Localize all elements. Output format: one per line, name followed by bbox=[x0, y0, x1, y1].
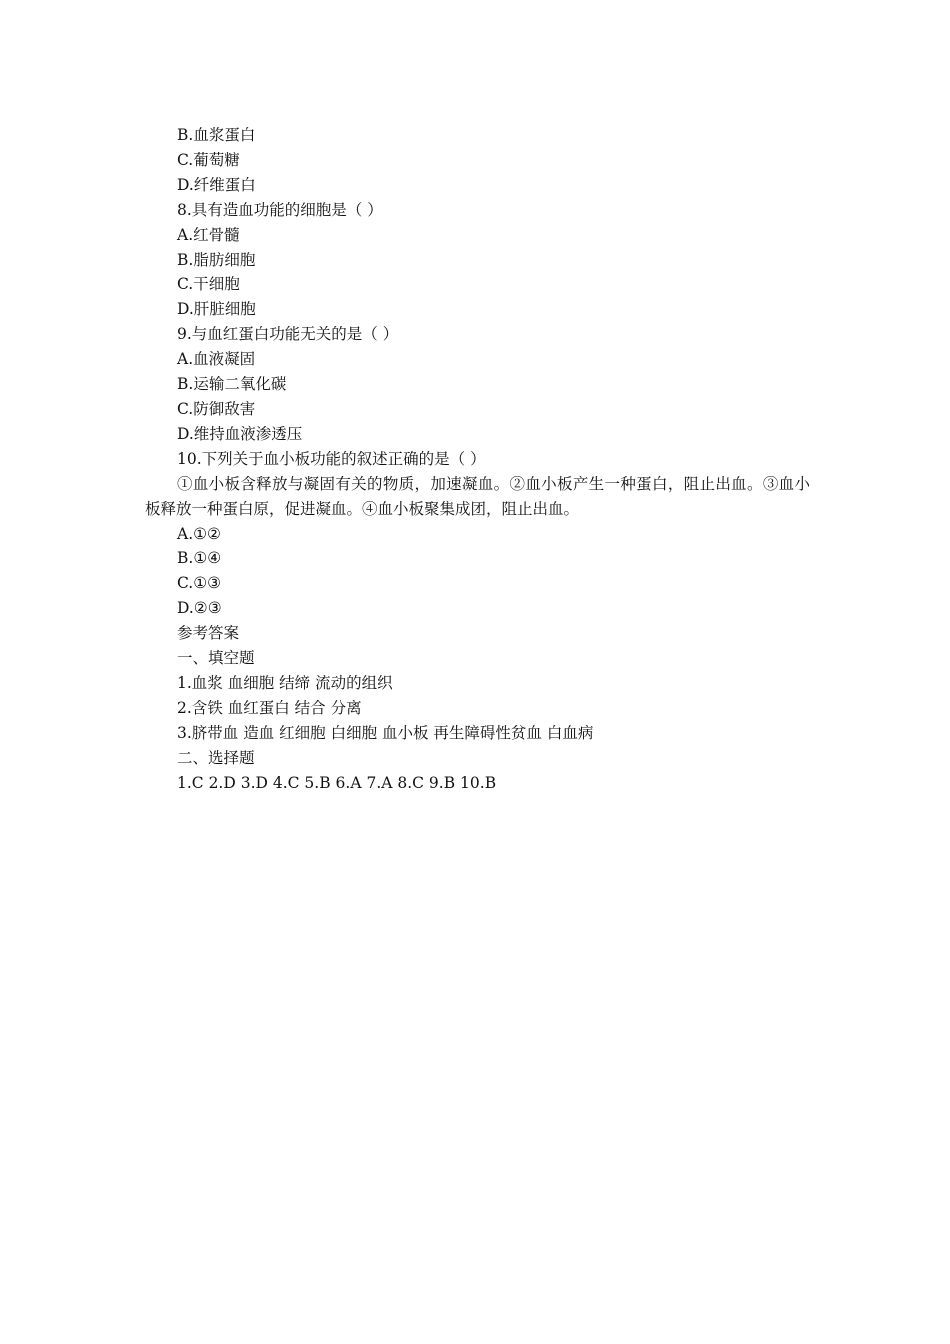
question-9-option-c: C.防御敌害 bbox=[177, 399, 256, 418]
question-10-option-a: A.①② bbox=[177, 524, 221, 543]
question-9-option-b: B.运输二氧化碳 bbox=[177, 375, 287, 394]
question-9-option-d: D.维持血液渗透压 bbox=[177, 424, 303, 443]
question-8-option-a: A.红骨髓 bbox=[177, 225, 240, 244]
question-8-option-b: B.脂肪细胞 bbox=[177, 250, 256, 269]
question-9: 9.与血红蛋白功能无关的是（ ） bbox=[177, 325, 399, 344]
question-8: 8.具有造血功能的细胞是（ ） bbox=[177, 200, 383, 219]
option-b-plasma-protein: B.血浆蛋白 bbox=[177, 126, 256, 144]
question-10-option-b: B.①④ bbox=[177, 549, 222, 568]
fill-blank-answer-3: 3.脐带血 造血 红细胞 白细胞 血小板 再生障碍性贫血 白血病 bbox=[177, 723, 594, 742]
option-c-glucose: C.葡萄糖 bbox=[177, 150, 240, 169]
fill-blank-answer-1: 1.血浆 血细胞 结缔 流动的组织 bbox=[177, 673, 393, 692]
question-10-option-c: C.①③ bbox=[177, 574, 222, 593]
option-d-fibrin: D.纤维蛋白 bbox=[177, 175, 256, 194]
question-10: 10.下列关于血小板功能的叙述正确的是（ ） bbox=[177, 449, 486, 468]
fill-blank-answer-2: 2.含铁 血红蛋白 结合 分离 bbox=[177, 698, 362, 717]
multiple-choice-heading: 二、选择题 bbox=[177, 748, 255, 767]
question-10-statements: ①血小板含释放与凝固有关的物质，加速凝血。②血小板产生一种蛋白，阻止出血。③血小板释放一种蛋白原，促进凝血。④血小板聚集成团，阻止出血。 bbox=[145, 474, 810, 518]
multiple-choice-answers: 1.C 2.D 3.D 4.C 5.B 6.A 7.A 8.C 9.B 10.B bbox=[177, 773, 497, 792]
question-10-option-d: D.②③ bbox=[177, 599, 222, 618]
question-8-option-d: D.肝脏细胞 bbox=[177, 300, 256, 319]
question-9-option-a: A.血液凝固 bbox=[177, 350, 256, 369]
question-8-option-c: C.干细胞 bbox=[177, 275, 240, 294]
answer-key-heading: 参考答案 bbox=[177, 624, 240, 643]
fill-blank-heading: 一、填空题 bbox=[177, 649, 255, 668]
document-body bbox=[145, 123, 810, 795]
